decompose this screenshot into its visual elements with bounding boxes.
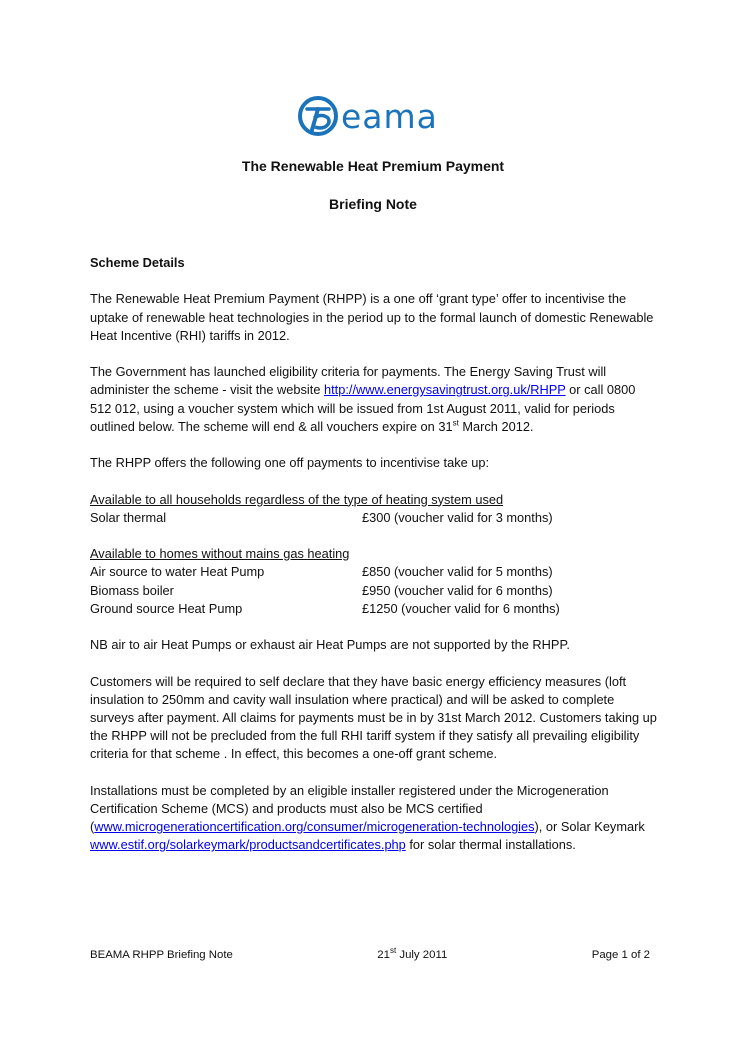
payment-item: Solar thermal	[90, 509, 167, 525]
paragraph-intro: The Renewable Heat Premium Payment (RHPP) is a one off ‘grant type’ offer to incentivise the uptake of renewable heat technologies in the period up to the formal launch of domestic Renewable Heat Incentive (RHI) tariffs in 2012.	[90, 291, 654, 343]
section-heading: Scheme Details	[90, 255, 185, 270]
paragraph-customers: Customers will be required to self declare that they have basic energy efficiency measures (loft insulation to 250mm and cavity wall insulation where practical) and will be asked to complete surveys after payment. All claims for payments must be in by 31st March 2012. Customers taking up the RHPP will not be precluded from the full RHI tariff system if they satisfy all prevailing eligibility criteria for that scheme . In effect, this becomes a one-off grant scheme.	[90, 673, 657, 762]
payment-item: Air source to water Heat Pump	[90, 564, 265, 580]
beama-logo	[298, 95, 450, 137]
payment-value: £850 (voucher valid for 5 months)	[362, 564, 553, 580]
payment-value: £950 (voucher valid for 6 months)	[362, 582, 553, 598]
payment-row	[90, 582, 660, 600]
paragraph-note: NB air to air Heat Pumps or exhaust air Heat Pumps are not supported by the RHPP.	[90, 637, 570, 653]
payment-row	[90, 600, 660, 618]
payment-row	[90, 509, 660, 527]
solarkeymark-link[interactable]: www.estif.org/solarkeymark/productsandcertificates.php	[90, 837, 406, 853]
paragraph-government: The Government has launched eligibility criteria for payments. The Energy Saving Trust will administer the scheme - visit the website http://www.energysavingtrust.org.uk/RHPP or call 0800 512 012, using a voucher system which will be issued from 1st August 2011, valid for periods outlined below. The scheme will end & all vouchers expire on 31st March 2012.	[90, 364, 636, 434]
page-footer	[90, 946, 650, 961]
payment-group-all-households	[90, 491, 660, 527]
document-subtitle: Briefing Note	[329, 196, 417, 212]
beama-logo-icon	[298, 96, 338, 136]
document-title: The Renewable Heat Premium Payment	[241, 158, 505, 174]
footer-document-name: BEAMA RHPP Briefing Note	[90, 949, 233, 961]
footer-page-number: Page 1 of 2	[591, 949, 650, 961]
paragraph-payments-intro: The RHPP offers the following one off payments to incentivise take up:	[90, 455, 490, 471]
paragraph-installations: Installations must be completed by an eligible installer registered under the Microgeneration Certification Scheme (MCS) and products must also be MCS certified (www.microgenerationcertification.org/consumer/microgeneration-technologies), or Solar Keymark www.estif.org/solarkeymark/productsandcertificates.php for solar thermal installations.	[90, 782, 645, 853]
payment-item: Biomass boiler	[90, 582, 174, 598]
energysavingtrust-link[interactable]: http://www.energysavingtrust.org.uk/RHPP	[324, 382, 566, 398]
group-heading: Available to all households regardless of the type of heating system used	[90, 491, 504, 507]
mcs-link[interactable]: www.microgenerationcertification.org/consumer/microgeneration-technologies	[94, 819, 535, 835]
payment-value: £1250 (voucher valid for 6 months)	[362, 600, 560, 616]
group-heading: Available to homes without mains gas heating	[90, 546, 350, 562]
document-body	[90, 254, 660, 873]
payment-item: Ground source Heat Pump	[90, 600, 243, 616]
footer-date: 21st July 2011	[377, 946, 448, 961]
payment-row	[90, 563, 660, 581]
payment-value: £300 (voucher valid for 3 months)	[362, 509, 553, 525]
payment-group-no-mains-gas	[90, 545, 660, 618]
logo-wordmark: eama	[341, 96, 438, 136]
